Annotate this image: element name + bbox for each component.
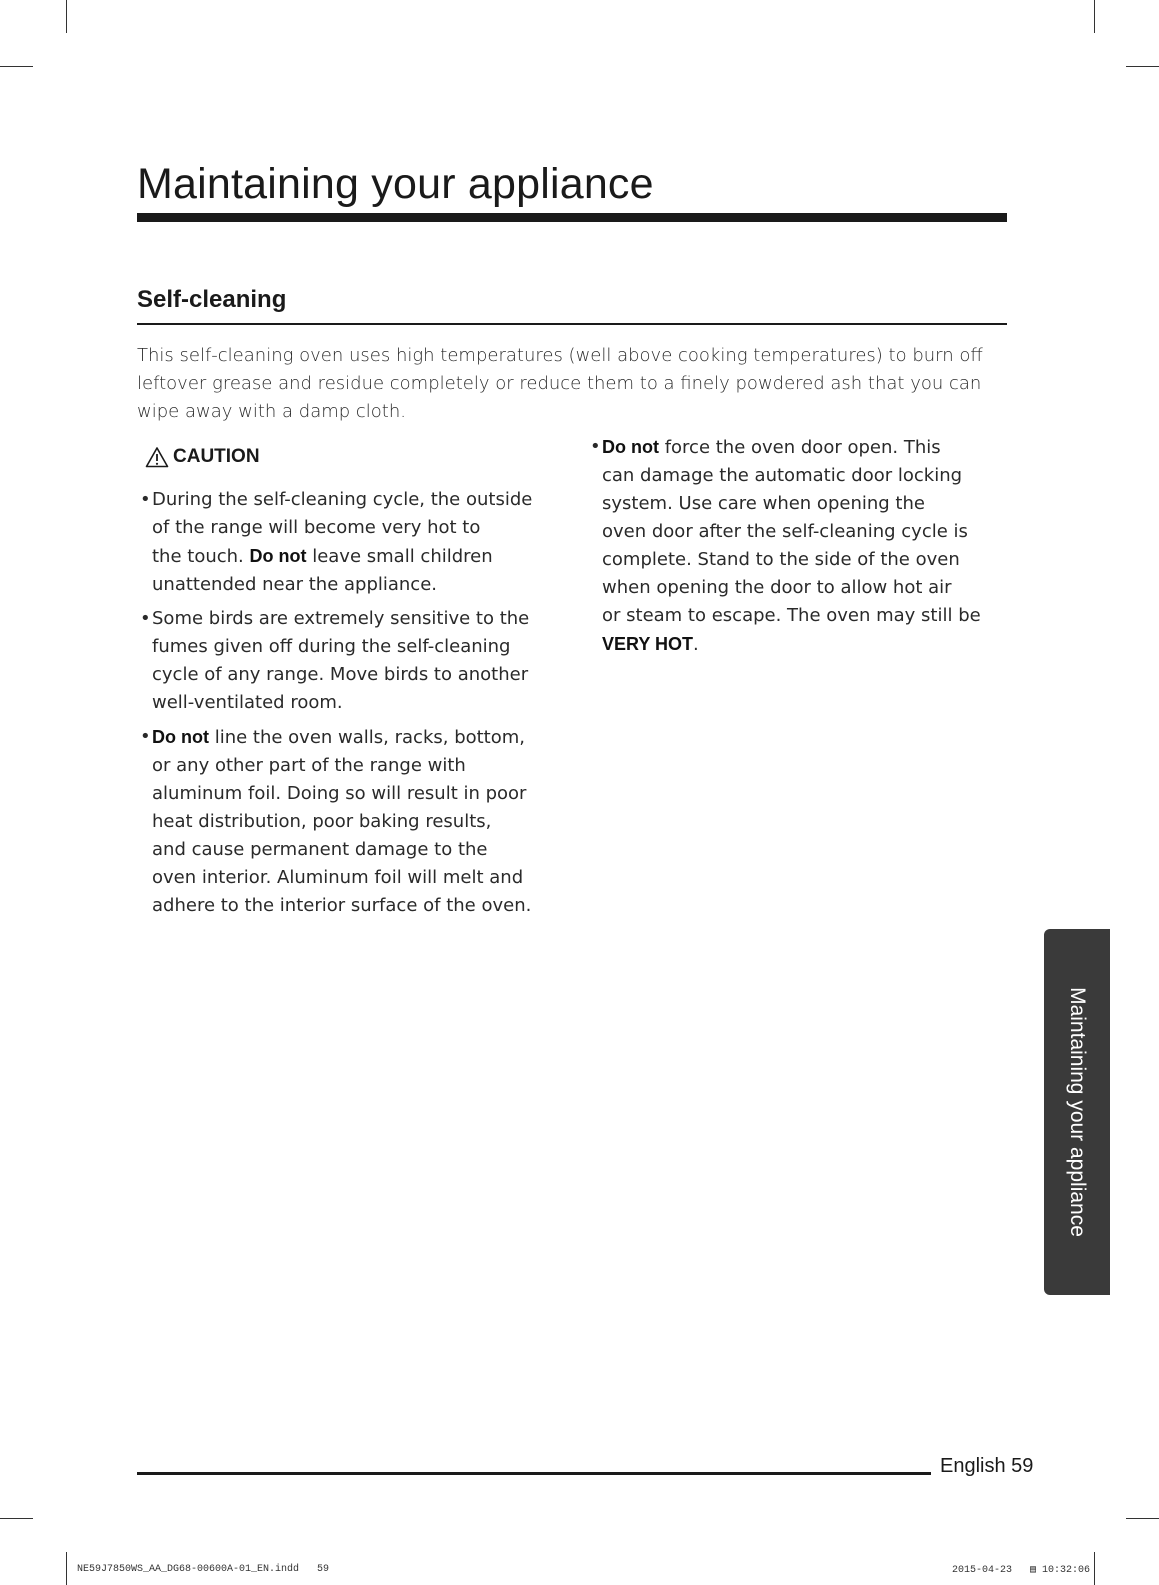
section-title: Self-cleaning [137, 286, 287, 313]
caution-heading [145, 446, 260, 468]
bullet-text: well-ventilated room. [152, 692, 343, 713]
caution-bullet [140, 723, 550, 920]
crop-mark [1094, 1552, 1095, 1585]
caution-list-left [140, 486, 550, 926]
crop-mark [1094, 0, 1095, 33]
caution-list-right [590, 433, 1000, 665]
bullet-emphasis: VERY HOT [602, 634, 694, 654]
bullet-text: oven door after the self-cleaning cycle is [602, 521, 968, 542]
caution-label: CAUTION [173, 446, 260, 467]
bullet-text: fumes given off during the self-cleaning [152, 636, 511, 657]
chapter-side-tab-label: Maintaining your appliance [1066, 987, 1089, 1237]
section-divider [137, 323, 1007, 325]
bullet-text: During the self-cleaning cycle, the outside [152, 489, 533, 510]
title-underline [137, 213, 1007, 222]
bullet-text: . [693, 634, 699, 655]
page-title: Maintaining your appliance [137, 160, 654, 208]
bullet-text: aluminum foil. Doing so will result in poor [152, 783, 527, 804]
crop-mark [1126, 66, 1159, 67]
caution-bullet [140, 486, 550, 599]
bullet-emphasis: Do not [152, 727, 209, 747]
bullet-text: leave small children [306, 546, 493, 567]
warning-triangle-icon [145, 446, 169, 468]
crop-mark [0, 1518, 33, 1519]
caution-bullet [140, 605, 550, 717]
bullet-emphasis: Do not [249, 546, 307, 566]
crop-mark [66, 0, 67, 33]
bullet-text: complete. Stand to the side of the oven [602, 549, 960, 570]
crop-mark [0, 66, 33, 67]
caution-bullet [590, 433, 1000, 659]
crop-mark [66, 1552, 67, 1585]
bullet-text: when opening the door to allow hot air [602, 577, 952, 598]
bullet-text: or steam to escape. The oven may still be [602, 605, 981, 626]
crop-mark [1126, 1518, 1159, 1519]
bullet-text: line the oven walls, racks, bottom, [208, 727, 526, 748]
bullet-text: cycle of any range. Move birds to another [152, 664, 529, 685]
bullet-text: the touch. [152, 546, 250, 567]
bullet-text: adhere to the interior surface of the oven. [152, 895, 532, 916]
print-slug-timestamp: 2015-04-23 ▤ 10:32:06 [952, 1565, 1091, 1576]
intro-paragraph: This self-cleaning oven uses high temperatures (well above cooking temperatures) to burn off leftover grease and residue completely or reduce them to a finely powdered ash that you can wipe away with a damp cloth. [137, 345, 983, 422]
page-number: English 59 [940, 1455, 1034, 1477]
bullet-text: Some birds are extremely sensitive to the [152, 608, 530, 629]
bullet-text: and cause permanent damage to the [152, 839, 488, 860]
bullet-text: unattended near the appliance. [152, 574, 438, 595]
bullet-emphasis: Do not [602, 437, 659, 457]
bullet-text: force the oven door open. This [658, 437, 941, 458]
bullet-text: oven interior. Aluminum foil will melt and [152, 867, 524, 888]
bullet-text: system. Use care when opening the [602, 493, 925, 514]
bullet-text: or any other part of the range with [152, 755, 466, 776]
bullet-text: heat distribution, poor baking results, [152, 811, 492, 832]
footer-rule [137, 1472, 931, 1475]
bullet-text: can damage the automatic door locking [602, 465, 963, 486]
bullet-text: of the range will become very hot to [152, 517, 481, 538]
print-slug-filename: NE59J7850WS_AA_DG68-00600A-01_EN.indd 59 [77, 1564, 330, 1575]
